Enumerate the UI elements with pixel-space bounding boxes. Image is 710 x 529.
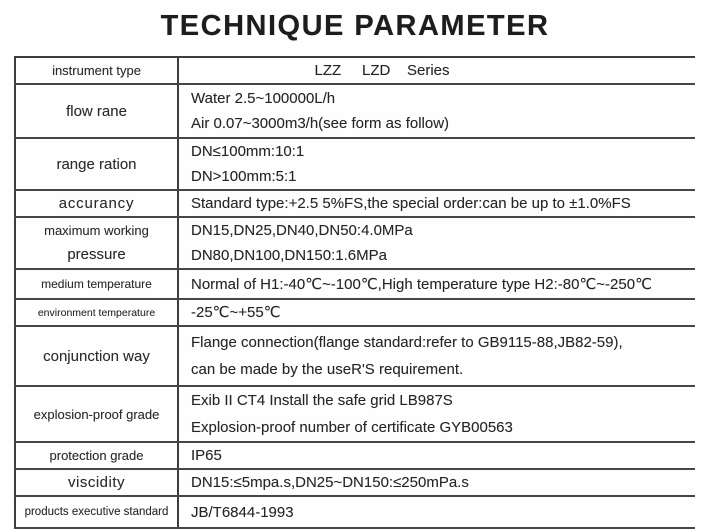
row-value bbox=[178, 386, 695, 442]
row-label-text: medium temperature bbox=[41, 277, 152, 291]
row-label bbox=[15, 386, 178, 442]
row-label bbox=[15, 269, 178, 299]
row-label bbox=[15, 496, 178, 528]
value-line: Water 2.5~100000L/h bbox=[191, 90, 336, 107]
row-label-text: accurancy bbox=[58, 195, 135, 212]
table-row-medium-temperature bbox=[15, 269, 695, 299]
value-line: LZZ LZD Series bbox=[314, 62, 450, 79]
row-label-text: conjunction way bbox=[43, 347, 150, 365]
row-value bbox=[178, 217, 695, 269]
table-row-conjunction-way bbox=[15, 326, 695, 386]
row-label-text: protection grade bbox=[49, 448, 144, 463]
row-label bbox=[15, 84, 178, 138]
row-label bbox=[15, 57, 178, 84]
row-label-text: explosion-proof grade bbox=[33, 406, 160, 422]
row-value bbox=[178, 190, 695, 217]
value-line: Normal of H1:-40℃~-100℃,High temperature type H2:-80℃~-250℃ bbox=[191, 275, 652, 293]
row-label-text: products executive standard bbox=[24, 506, 169, 518]
row-label-text: flow rane bbox=[66, 102, 127, 120]
row-label bbox=[15, 469, 178, 496]
table-row-products-executive-standard bbox=[15, 496, 695, 528]
table-row-instrument-type bbox=[15, 57, 695, 84]
row-value bbox=[178, 299, 695, 326]
row-label bbox=[15, 326, 178, 386]
row-label bbox=[15, 138, 178, 190]
table-row-accurancy bbox=[15, 190, 695, 217]
row-label-text: instrument type bbox=[52, 63, 141, 78]
row-label-text: environment temperature bbox=[37, 306, 156, 319]
table-row-range-ration bbox=[15, 138, 695, 190]
parameter-table bbox=[14, 56, 695, 529]
table-row-maximum-working-pressure bbox=[15, 217, 695, 269]
row-value bbox=[178, 138, 695, 190]
table-row-environment-temperature bbox=[15, 299, 695, 326]
row-label-text: pressure bbox=[67, 246, 126, 263]
row-label bbox=[15, 190, 178, 217]
row-value bbox=[178, 326, 695, 386]
value-line: Exib II CT4 Install the safe grid LB987S bbox=[191, 392, 453, 409]
value-line: DN15,DN25,DN40,DN50:4.0MPa bbox=[191, 222, 413, 239]
value-line: Explosion-proof number of certificate GYB00563 bbox=[191, 419, 513, 436]
value-line: DN80,DN100,DN150:1.6MPa bbox=[191, 247, 387, 264]
page-title: TECHNIQUE PARAMETER bbox=[160, 10, 550, 42]
row-value bbox=[178, 496, 695, 528]
value-line: Flange connection(flange standard:refer to GB9115-88,JB82-59), bbox=[191, 334, 623, 351]
row-label bbox=[15, 299, 178, 326]
row-label bbox=[15, 217, 178, 269]
row-value bbox=[178, 84, 695, 138]
row-value bbox=[178, 57, 695, 84]
row-value bbox=[178, 442, 695, 469]
value-line: -25℃~+55℃ bbox=[191, 304, 281, 321]
value-line: Standard type:+2.5 5%FS,the special order:can be up to ±1.0%FS bbox=[191, 195, 631, 212]
table-row-protection-grade bbox=[15, 442, 695, 469]
row-value bbox=[178, 269, 695, 299]
value-line: DN>100mm:5:1 bbox=[191, 168, 297, 185]
value-line: Air 0.07~3000m3/h(see form as follow) bbox=[191, 115, 450, 132]
row-label bbox=[15, 442, 178, 469]
table-row-explosion-proof-grade bbox=[15, 386, 695, 442]
table-row-viscidity bbox=[15, 469, 695, 496]
row-value bbox=[178, 469, 695, 496]
row-label-text: viscidity bbox=[67, 474, 125, 491]
value-line: DN15:≤5mpa.s,DN25~DN150:≤250mPa.s bbox=[191, 474, 469, 491]
row-label-text: range ration bbox=[56, 155, 137, 173]
row-label-text: maximum working bbox=[44, 223, 149, 238]
table-row-flow-rane bbox=[15, 84, 695, 138]
value-line: JB/T6844-1993 bbox=[191, 503, 294, 521]
value-line: IP65 bbox=[191, 447, 222, 464]
value-line: DN≤100mm:10:1 bbox=[191, 143, 305, 160]
value-line: can be made by the useR'S requirement. bbox=[191, 361, 464, 378]
